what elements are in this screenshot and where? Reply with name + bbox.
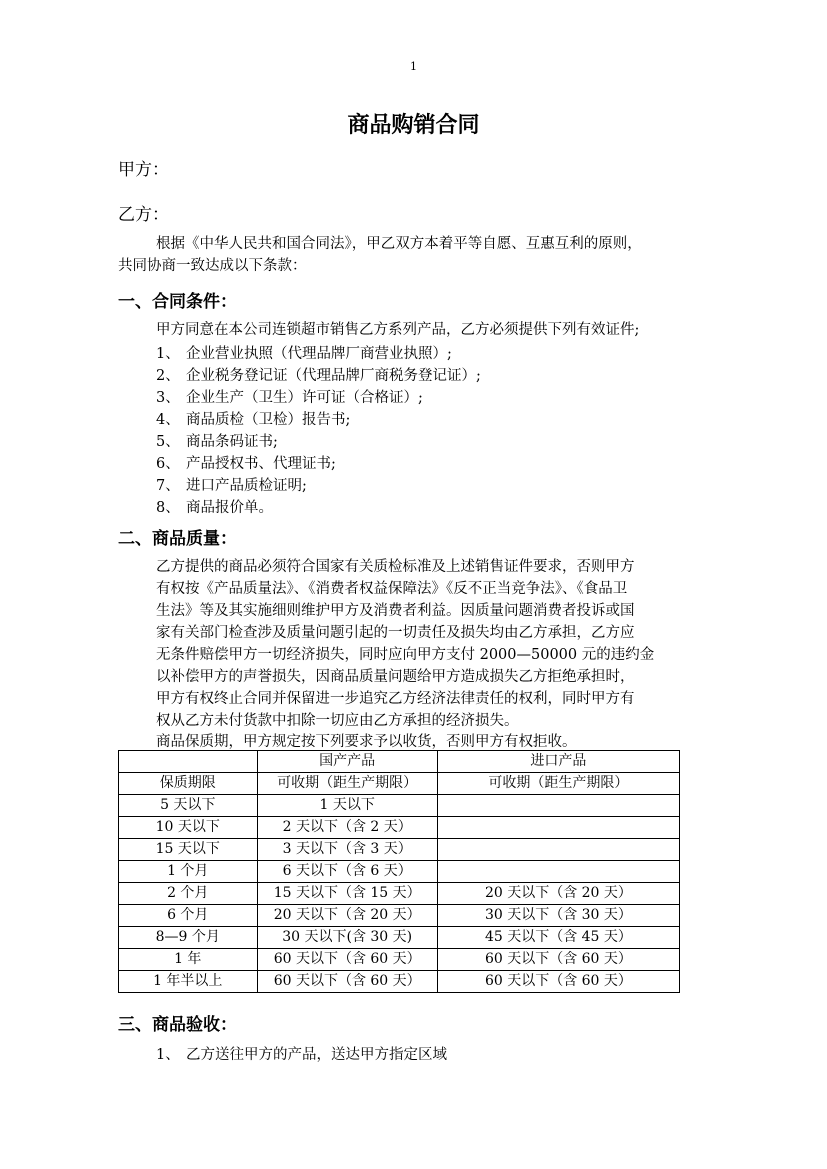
list-item-number: 2、 xyxy=(156,368,180,384)
section-heading-contract-conditions: 一、合同条件： xyxy=(118,292,237,312)
list-item-number: 6、 xyxy=(156,456,180,472)
quality-line: 无条件赔偿甲方一切经济损失，同时应向甲方支付 2000—50000 元的违约金 xyxy=(156,647,655,663)
table-header-cell: 可收期（距生产期限） xyxy=(257,773,437,795)
table-header-cell: 进口产品 xyxy=(437,751,679,773)
quality-line: 生法》等及其实施细则维护甲方及消费者利益。因质量问题消费者投诉或国 xyxy=(156,603,635,619)
table-cell: 8—9 个月 xyxy=(119,927,258,949)
list-item-number: 4、 xyxy=(156,412,180,428)
list-item-number: 1、 xyxy=(156,346,180,362)
table-cell: 5 天以下 xyxy=(119,795,258,817)
party-b-label: 乙方： xyxy=(118,205,169,225)
table-cell: 20 天以下（含 20 天） xyxy=(257,905,437,927)
table-header-cell: 可收期（距生产期限） xyxy=(437,773,679,795)
document-title: 商品购销合同 xyxy=(347,112,480,138)
table-cell xyxy=(437,839,679,861)
table-cell: 30 天以下(含 30 天) xyxy=(257,927,437,949)
table-cell xyxy=(437,817,679,839)
list-item-number: 8、 xyxy=(156,500,180,516)
table-cell: 2 天以下（含 2 天） xyxy=(257,817,437,839)
table-cell xyxy=(437,795,679,817)
list-item-text: 商品质检（卫检）报告书; xyxy=(186,412,351,428)
table-cell: 30 天以下（含 30 天） xyxy=(437,905,679,927)
list-item xyxy=(156,342,452,363)
table-cell: 15 天以下 xyxy=(119,839,258,861)
list-item-text: 商品报价单。 xyxy=(186,500,273,516)
list-item-text: 进口产品质检证明; xyxy=(186,478,307,494)
table-cell: 1 天以下 xyxy=(257,795,437,817)
list-item-text: 企业税务登记证（代理品牌厂商税务登记证）; xyxy=(186,368,481,384)
list-item-number: 3、 xyxy=(156,390,180,406)
quality-line: 有权按《产品质量法》、《消费者权益保障法》《反不正当竞争法》、《食品卫 xyxy=(156,581,628,597)
table-cell: 15 天以下（含 15 天） xyxy=(257,883,437,905)
table-row xyxy=(119,971,680,993)
table-cell: 60 天以下（含 60 天） xyxy=(437,949,679,971)
quality-line: 甲方有权终止合同并保留进一步追究乙方经济法律责任的权利，同时甲方有 xyxy=(156,691,635,707)
quality-line: 权从乙方未付货款中扣除一切应由乙方承担的经济损失。 xyxy=(156,713,519,729)
list-item-number: 1、 xyxy=(156,1047,180,1063)
table-cell: 45 天以下（含 45 天） xyxy=(437,927,679,949)
intro-line-1: 根据《中华人民共和国合同法》，甲乙双方本着平等自愿、互惠互利的原则， xyxy=(156,236,642,252)
table-row xyxy=(119,817,680,839)
table-row xyxy=(119,949,680,971)
table-cell xyxy=(437,861,679,883)
section-heading-product-quality: 二、商品质量： xyxy=(118,529,237,549)
table-cell: 6 天以下（含 6 天） xyxy=(257,861,437,883)
table-row xyxy=(119,795,680,817)
quality-line: 乙方提供的商品必须符合国家有关质检标准及上述销售证件要求，否则甲方 xyxy=(156,559,635,575)
table-cell: 3 天以下（含 3 天） xyxy=(257,839,437,861)
section1-lead: 甲方同意在本公司连锁超市销售乙方系列产品，乙方必须提供下列有效证件; xyxy=(156,322,640,338)
table-cell: 6 个月 xyxy=(119,905,258,927)
table-cell: 1 年半以上 xyxy=(119,971,258,993)
party-a-label: 甲方： xyxy=(118,160,169,180)
table-header-row xyxy=(119,751,680,773)
table-cell: 2 个月 xyxy=(119,883,258,905)
table-row xyxy=(119,883,680,905)
table-cell: 10 天以下 xyxy=(119,817,258,839)
intro-line-2: 共同协商一致达成以下条款： xyxy=(118,258,307,274)
table-header-cell xyxy=(119,751,258,773)
table-cell: 20 天以下（含 20 天） xyxy=(437,883,679,905)
table-header-cell: 保质期限 xyxy=(119,773,258,795)
list-item-text: 产品授权书、代理证书; xyxy=(186,456,336,472)
list-item-number: 7、 xyxy=(156,478,180,494)
list-item-text: 企业营业执照（代理品牌厂商营业执照）; xyxy=(186,346,452,362)
shelf-life-lead: 商品保质期，甲方规定按下列要求予以收货，否则甲方有权拒收。 xyxy=(156,734,577,750)
table-row xyxy=(119,927,680,949)
table-header-cell: 国产产品 xyxy=(257,751,437,773)
list-item xyxy=(156,1043,447,1064)
list-item xyxy=(156,474,307,495)
table-cell: 1 个月 xyxy=(119,861,258,883)
list-item xyxy=(156,496,273,517)
list-item-text: 企业生产（卫生）许可证（合格证）; xyxy=(186,390,423,406)
section-heading-acceptance: 三、商品验收： xyxy=(118,1015,237,1035)
list-item xyxy=(156,408,350,429)
list-item xyxy=(156,364,481,385)
table-cell: 60 天以下（含 60 天） xyxy=(257,949,437,971)
table-cell: 60 天以下（含 60 天） xyxy=(257,971,437,993)
list-item-text: 商品条码证书; xyxy=(186,434,278,450)
page-number: 1 xyxy=(410,60,417,73)
list-item xyxy=(156,386,423,407)
list-item-text: 乙方送往甲方的产品，送达甲方指定区域 xyxy=(186,1047,447,1063)
quality-line: 家有关部门检查涉及质量问题引起的一切责任及损失均由乙方承担，乙方应 xyxy=(156,625,635,641)
table-cell: 1 年 xyxy=(119,949,258,971)
table-row xyxy=(119,861,680,883)
list-item-number: 5、 xyxy=(156,434,180,450)
list-item xyxy=(156,430,278,451)
list-item xyxy=(156,452,336,473)
table-row xyxy=(119,839,680,861)
quality-line: 以补偿甲方的声誉损失，因商品质量问题给甲方造成损失乙方拒绝承担时， xyxy=(156,669,635,685)
table-subheader-row xyxy=(119,773,680,795)
shelf-life-table xyxy=(118,750,680,993)
table-cell: 60 天以下（含 60 天） xyxy=(437,971,679,993)
table-row xyxy=(119,905,680,927)
